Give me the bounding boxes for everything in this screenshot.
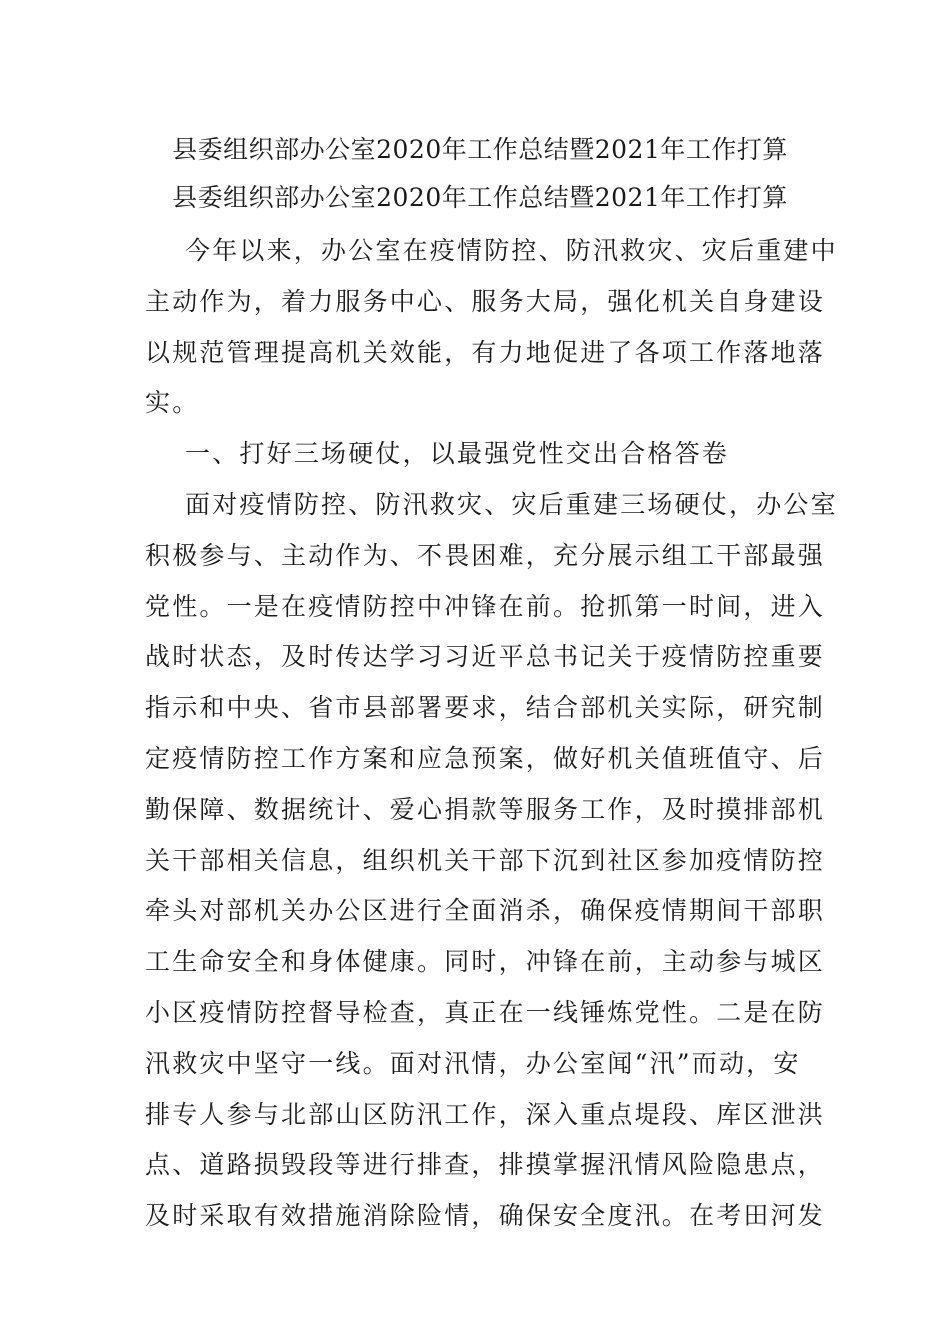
document-subtitle: 县委组织部办公室2020年工作总结暨2021年工作打算 [172, 183, 788, 212]
paragraph-line: 小区疫情防控督导检查，真正在一线锤炼党性。二是在防 [145, 997, 826, 1027]
paragraph-line: 面对疫情防控、防汛救灾、灾后重建三场硬仗，办公室 [185, 489, 838, 519]
paragraph-line: 关干部相关信息，组织机关干部下沉到社区参加疫情防控 [145, 845, 826, 875]
document-title: 县委组织部办公室2020年工作总结暨2021年工作打算 [172, 135, 788, 164]
paragraph-line: 今年以来，办公室在疫情防控、防汛救灾、灾后重建中 [185, 236, 838, 265]
paragraph-line: 勤保障、数据统计、爱心捐款等服务工作，及时摸排部机 [145, 794, 826, 824]
paragraph-line: 积极参与、主动作为、不畏困难，充分展示组工干部最强 [145, 540, 826, 570]
paragraph-line: 指示和中央、省市县部署要求，结合部机关实际，研究制 [145, 693, 826, 723]
paragraph-line: 工生命安全和身体健康。同时，冲锋在前，主动参与城区 [145, 947, 826, 977]
paragraph-line: 主动作为，着力服务中心、服务大局，强化机关自身建设 [145, 286, 826, 316]
paragraph-line: 牵头对部机关办公区进行全面消杀，确保疫情期间干部职 [145, 896, 826, 926]
section-heading: 一、打好三场硬仗，以最强党性交出合格答卷 [185, 439, 730, 469]
paragraph-line: 汛救灾中坚守一线。面对汛情，办公室闻“汛”而动，安 [145, 1048, 801, 1078]
paragraph-line: 定疫情防控工作方案和应急预案，做好机关值班值守、后 [145, 743, 826, 773]
paragraph-line: 实。 [145, 388, 200, 418]
document-body [145, 226, 838, 1242]
paragraph-line: 以规范管理提高机关效能，有力地促进了各项工作落地落 [145, 337, 826, 367]
paragraph-line: 排专人参与北部山区防汛工作，深入重点堤段、库区泄洪 [145, 1099, 826, 1129]
paragraph-line: 党性。一是在疫情防控中冲锋在前。抢抓第一时间，进入 [145, 591, 826, 621]
paragraph-line: 战时状态，及时传达学习习近平总书记关于疫情防控重要 [145, 642, 826, 672]
paragraph-line: 点、道路损毁段等进行排查，排摸掌握汛情风险隐患点， [145, 1150, 826, 1180]
paragraph-line: 及时采取有效措施消除险情，确保安全度汛。在考田河发 [145, 1201, 826, 1231]
